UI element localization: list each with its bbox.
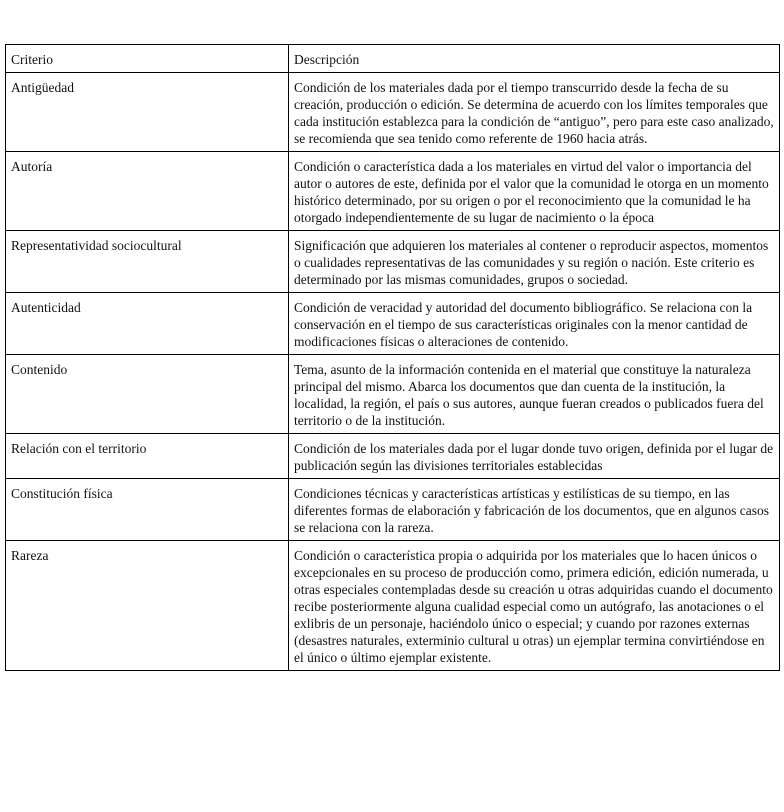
criterio-cell: Contenido bbox=[6, 355, 289, 434]
criteria-table bbox=[5, 44, 780, 671]
table-row bbox=[6, 152, 780, 231]
header-criterio: Criterio bbox=[6, 45, 289, 73]
descripcion-cell: Tema, asunto de la información contenida en el material que constituye la naturaleza principal del mismo. Abarca los documentos que dan cuenta de la institución, la localidad, la región, el país o sus autores, aunque fueran creados o publicados fuera del territorio o de la institución. bbox=[289, 355, 780, 434]
criterio-cell: Autoría bbox=[6, 152, 289, 231]
descripcion-cell: Condición o característica dada a los materiales en virtud del valor o importancia del autor o autores de este, definida por el valor que la comunidad le otorga en un momento histórico determinado, por su origen o por el reconocimiento que la comunidad le ha otorgado independientemente de su lugar de nacimiento o la época bbox=[289, 152, 780, 231]
table-row bbox=[6, 541, 780, 671]
descripcion-cell: Condición de veracidad y autoridad del documento bibliográfico. Se relaciona con la conservación en el tiempo de sus características originales con la menor cantidad de modificaciones físicas o alteraciones de contenido. bbox=[289, 293, 780, 355]
criterio-cell: Rareza bbox=[6, 541, 289, 671]
descripcion-cell: Condición de los materiales dada por el lugar donde tuvo origen, definida por el lugar de publicación según las divisiones territoriales establecidas bbox=[289, 434, 780, 479]
table-row bbox=[6, 479, 780, 541]
criterio-cell: Constitución física bbox=[6, 479, 289, 541]
criterio-cell: Relación con el territorio bbox=[6, 434, 289, 479]
table-row bbox=[6, 73, 780, 152]
header-descripcion: Descripción bbox=[289, 45, 780, 73]
descripcion-cell: Significación que adquieren los materiales al contener o reproducir aspectos, momentos o cualidades representativas de las comunidades y su región o nación. Este criterio es determinado por las mismas comunidades, grupos o sociedad. bbox=[289, 231, 780, 293]
criterio-cell: Antigüedad bbox=[6, 73, 289, 152]
criterio-cell: Representatividad sociocultural bbox=[6, 231, 289, 293]
descripcion-cell: Condición o característica propia o adquirida por los materiales que lo hacen únicos o excepcionales en su proceso de producción como, primera edición, edición numerada, u otras especiales contempladas desde su creación u otras adquiridas cuando el documento recibe posteriormente alguna cualidad especial como un autógrafo, las anotaciones o el exlibris de un personaje, haciéndolo único o especial; y cuando por razones externas (desastres naturales, exterminio cultural u otras) un ejemplar termina convirtiéndose en el único o último ejemplar existente. bbox=[289, 541, 780, 671]
descripcion-cell: Condición de los materiales dada por el tiempo transcurrido desde la fecha de su creación, producción o edición. Se determina de acuerdo con los límites temporales que cada institución establezca para la condición de “antiguo”, pero para este caso analizado, se recomienda que sea tenido como referente de 1960 hacia atrás. bbox=[289, 73, 780, 152]
table-header-row bbox=[6, 45, 780, 73]
table-row bbox=[6, 231, 780, 293]
table-row bbox=[6, 355, 780, 434]
table-row bbox=[6, 434, 780, 479]
descripcion-cell: Condiciones técnicas y características artísticas y estilísticas de su tiempo, en las diferentes formas de elaboración y fabricación de los documentos, que en algunos casos se relaciona con la rareza. bbox=[289, 479, 780, 541]
table-row bbox=[6, 293, 780, 355]
criterio-cell: Autenticidad bbox=[6, 293, 289, 355]
